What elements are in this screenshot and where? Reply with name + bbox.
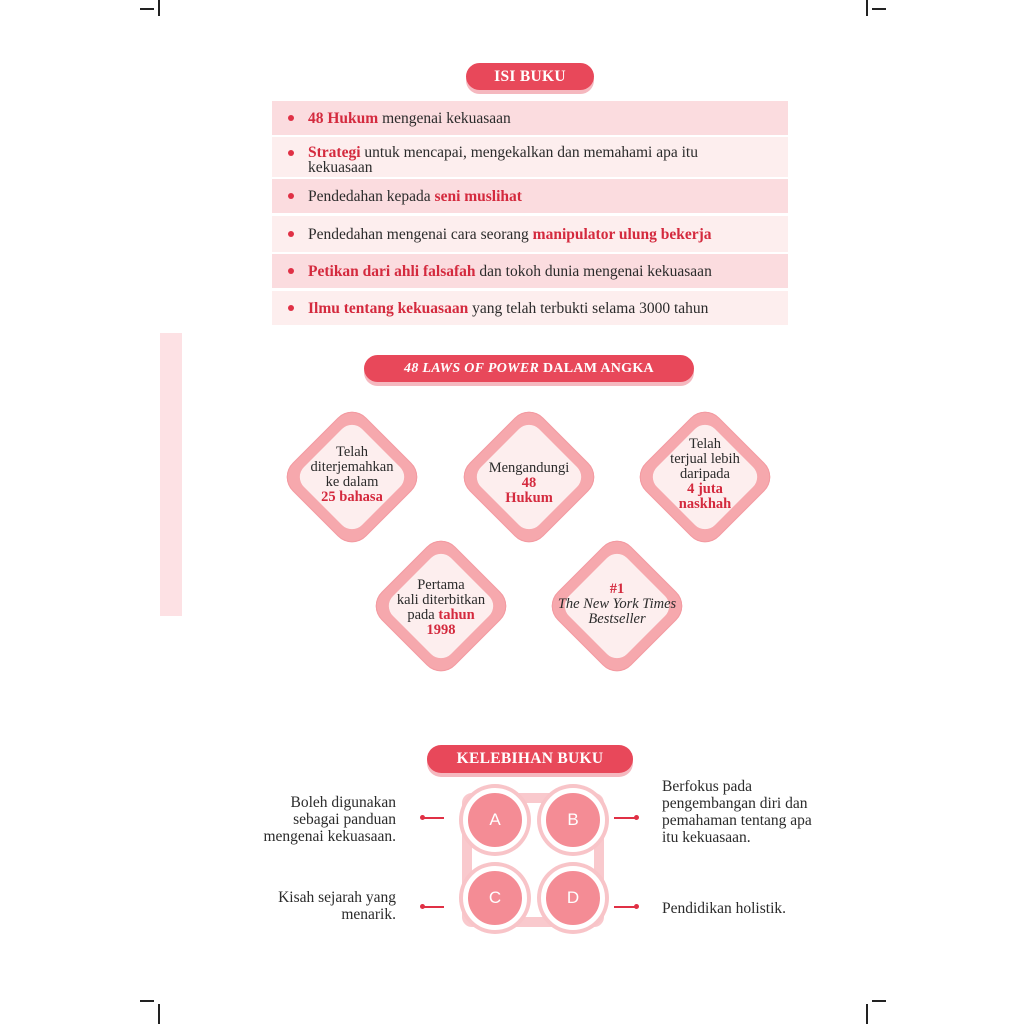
crop-mark-bottom-left [140, 1000, 154, 1002]
letter-d-icon: D [541, 866, 605, 930]
connector-dot-c [420, 904, 425, 909]
bullet-icon [288, 231, 294, 237]
list-item [272, 216, 788, 252]
list-item [272, 254, 788, 288]
stat-text-laws: Mengandungi 48 Hukum [488, 460, 570, 506]
connector-dot-d [634, 904, 639, 909]
bullet-icon [288, 305, 294, 311]
crop-mark-bottom-right [872, 1000, 886, 1002]
crop-mark-top-left-v [158, 0, 160, 16]
list-item [272, 101, 788, 135]
crop-mark-top-left [140, 8, 154, 10]
angka-heading [364, 355, 694, 382]
list-item-text: Pendedahan mengenai cara seorang manipulator ulung bekerja [308, 225, 712, 243]
connector-dot-a [420, 815, 425, 820]
crop-mark-bottom-left-v [158, 1004, 160, 1024]
crop-mark-top-right [872, 8, 886, 10]
stat-text-first-published: Pertama kali diterbitkan pada tahun 1998 [396, 577, 486, 638]
advantage-b-text: Berfokus pada pengembangan diri dan pemahaman tentang apa itu kekuasaan. [662, 778, 812, 846]
stat-text-translations: Telah diterjemahkan ke dalam 25 bahasa [310, 444, 394, 505]
list-item [272, 179, 788, 213]
list-item-text: Pendedahan kepada seni muslihat [308, 187, 522, 205]
connector-dot-b [634, 815, 639, 820]
stat-text-bestseller: #1 The New York Times Bestseller [557, 581, 677, 627]
advantage-c-text: Kisah sejarah yang menarik. [278, 889, 396, 923]
side-decoration-bar [160, 333, 182, 616]
connector-c [422, 906, 444, 908]
kelebihan-heading: KELEBIHAN BUKU [427, 745, 633, 773]
angka-heading-italic: 48 LAWS OF POWER [404, 361, 540, 376]
list-item-text: Strategi untuk mencapai, mengekalkan dan memahami apa itu kekuasaan [308, 144, 698, 176]
list-item-text: Ilmu tentang kekuasaan yang telah terbukti selama 3000 tahun [308, 299, 709, 317]
stat-text-sales: Telah terjual lebih daripada 4 juta naskhah [670, 436, 740, 512]
connector-a [422, 817, 444, 819]
angka-heading-rest: DALAM ANGKA [539, 361, 654, 376]
advantage-a-text: Boleh digunakan sebagai panduan mengenai kekuasaan. [263, 794, 396, 845]
letter-c-icon: C [463, 866, 527, 930]
list-item [272, 137, 788, 177]
letter-b-icon: B [541, 788, 605, 852]
advantage-d-text: Pendidikan holistik. [662, 900, 786, 917]
list-item [272, 291, 788, 325]
list-item-text: Petikan dari ahli falsafah dan tokoh dunia mengenai kekuasaan [308, 262, 712, 280]
isi-buku-heading: ISI BUKU [466, 63, 594, 90]
bullet-icon [288, 115, 294, 121]
letter-a-icon: A [463, 788, 527, 852]
crop-mark-top-right-v [866, 0, 868, 16]
bullet-icon [288, 268, 294, 274]
bullet-icon [288, 150, 294, 156]
bullet-icon [288, 193, 294, 199]
list-item-text: 48 Hukum mengenai kekuasaan [308, 109, 511, 127]
crop-mark-bottom-right-v [866, 1004, 868, 1024]
